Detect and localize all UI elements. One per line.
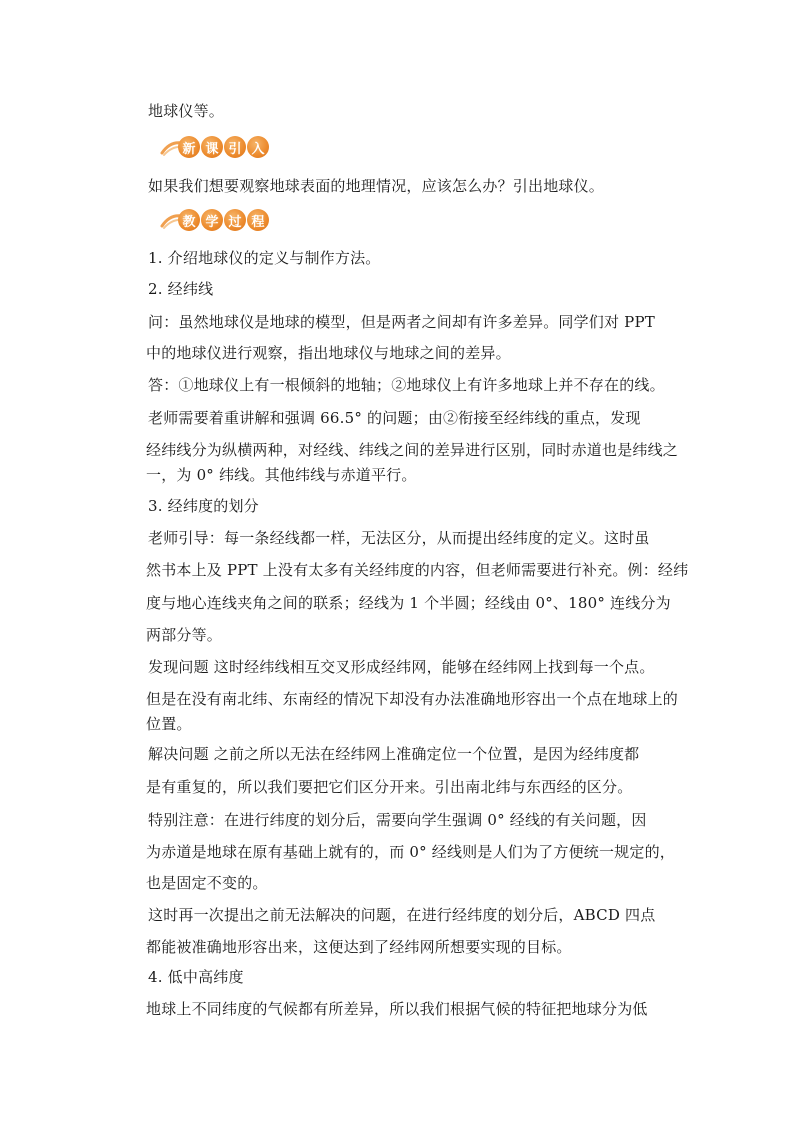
text-line: 发现问题 这时经纬线相互交叉形成经纬网，能够在经纬网上找到每一个点。 <box>148 658 655 676</box>
text-line: 然书本上及 PPT 上没有太多有关经纬度的内容，但老师需要进行补充。例：经纬 <box>146 561 689 579</box>
text-line: 这时再一次提出之前无法解决的问题，在进行经纬度的划分后，ABCD 四点 <box>148 906 656 924</box>
text-line: 地球上不同纬度的气候都有所差异，所以我们根据气候的特征把地球分为低 <box>146 1000 648 1018</box>
text-line: 位置。 <box>146 715 192 733</box>
text-line: 老师引导：每一条经线都一样，无法区分，从而提出经纬度的定义。这时虽 <box>148 529 650 547</box>
text-line: 也是固定不变的。 <box>146 874 268 892</box>
text-line: 1. 介绍地球仪的定义与制作方法。 <box>148 249 381 267</box>
badge-char: 教 <box>178 209 200 231</box>
text-line: 4. 低中高纬度 <box>148 968 244 986</box>
section-badge-new-lesson <box>160 134 270 160</box>
text-line: 如果我们想要观察地球表面的地理情况，应该怎么办？引出地球仪。 <box>148 177 605 195</box>
text-line: 答：①地球仪上有一根倾斜的地轴；②地球仪上有许多地球上并不存在的线。 <box>148 376 665 394</box>
text-line: 老师需要着重讲解和强调 66.5° 的问题；由②衔接至经纬线的重点，发现 <box>148 409 641 427</box>
text-line: 都能被准确地形容出来，这便达到了经纬网所想要实现的目标。 <box>146 938 572 956</box>
badge-char: 学 <box>201 209 223 231</box>
text-line: 但是在没有南北纬、东南经的情况下却没有办法准确地形容出一个点在地球上的 <box>146 690 679 708</box>
text-line: 两部分等。 <box>146 626 223 644</box>
text-line: 地球仪等。 <box>148 102 225 120</box>
section-badge-process <box>160 207 270 233</box>
badge-char: 入 <box>247 136 269 158</box>
text-line: 3. 经纬度的划分 <box>148 497 259 515</box>
text-line: 一，为 0° 纬线。其他纬线与赤道平行。 <box>146 466 417 484</box>
badge-char: 课 <box>201 136 223 158</box>
badge-char: 引 <box>224 136 246 158</box>
text-line: 是有重复的，所以我们要把它们区分开来。引出南北纬与东西经的区分。 <box>146 778 633 796</box>
text-line: 中的地球仪进行观察，指出地球仪与地球之间的差异。 <box>146 344 511 362</box>
text-line: 2. 经纬线 <box>148 280 214 298</box>
badge-char: 过 <box>224 209 246 231</box>
text-line: 经纬线分为纵横两种，对经线、纬线之间的差异进行区别，同时赤道也是纬线之 <box>146 441 679 459</box>
text-line: 度与地心连线夹角之间的联系；经线为 1 个半圆；经线由 0°、180° 连线分为 <box>146 594 671 612</box>
text-line: 为赤道是地球在原有基础上就有的，而 0° 经线则是人们为了方便统一规定的， <box>146 843 675 861</box>
badge-char: 程 <box>247 209 269 231</box>
text-line: 特别注意：在进行纬度的划分后，需要向学生强调 0° 经线的有关问题，因 <box>148 811 647 829</box>
text-line: 解决问题 之前之所以无法在经纬网上准确定位一个位置，是因为经纬度都 <box>148 745 640 763</box>
text-line: 问：虽然地球仪是地球的模型，但是两者之间却有许多差异。同学们对 PPT <box>148 313 655 331</box>
badge-char: 新 <box>178 136 200 158</box>
